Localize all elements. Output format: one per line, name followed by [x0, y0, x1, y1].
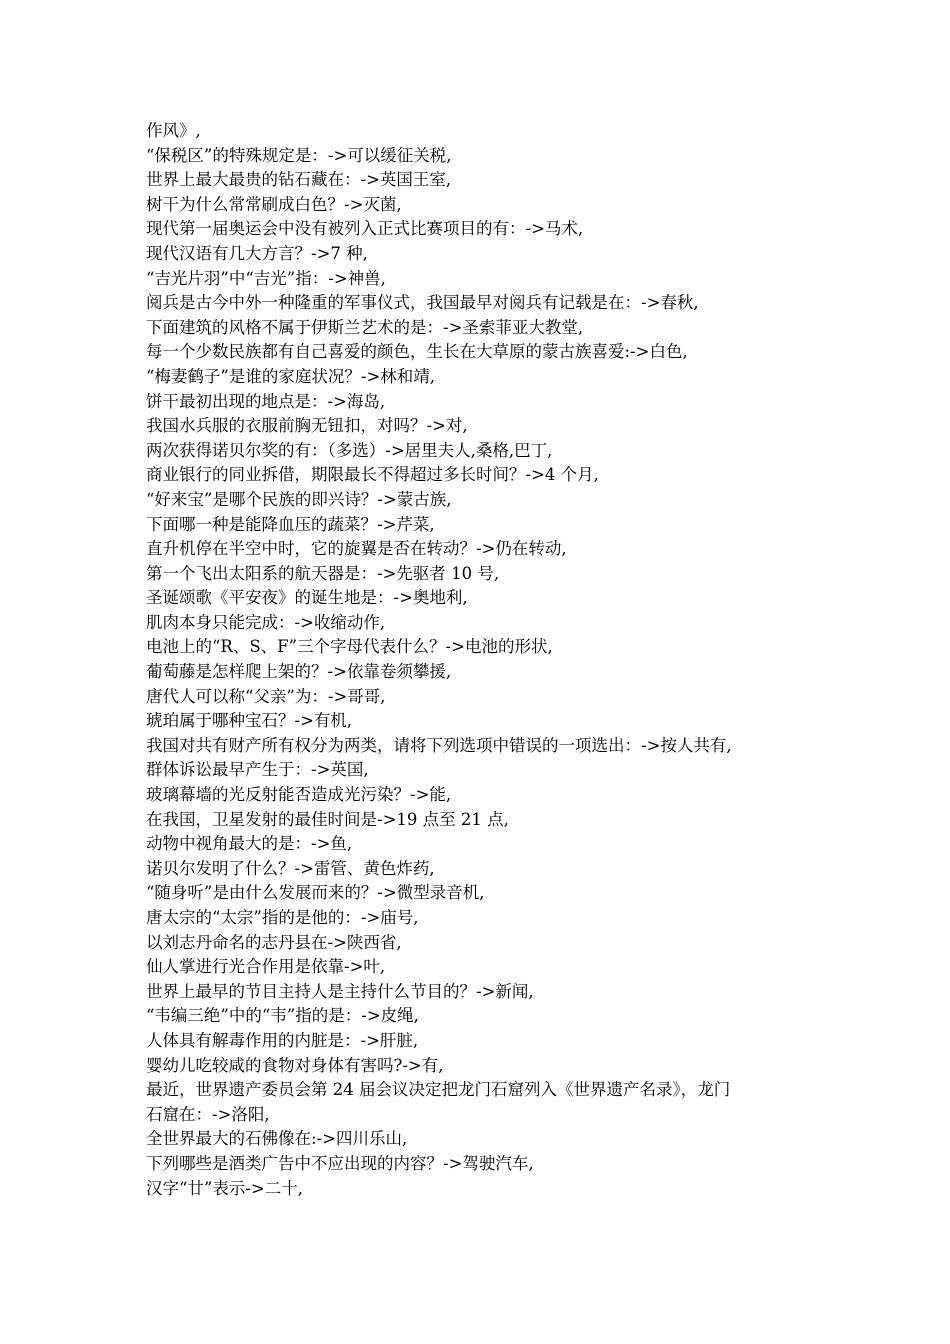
text-line: 树干为什么常常刷成白色？->灭菌, [146, 194, 402, 214]
text-line: 最近，世界遗产委员会第 24 届会议决定把龙门石窟列入《世界遗产名录》，龙门 [146, 1080, 731, 1100]
text-line: 动物中视角最大的是：->鱼, [146, 834, 353, 854]
text-line: “随身听”是由什么发展而来的？->微型录音机, [146, 883, 485, 903]
text-line: 葡萄藤是怎样爬上架的？->依靠卷须攀援, [146, 662, 452, 682]
text-line: 下列哪些是酒类广告中不应出现的内容？->驾驶汽车, [146, 1153, 534, 1173]
text-line: 群体诉讼最早产生于：->英国, [146, 760, 369, 780]
text-line: 第一个飞出太阳系的航天器是：->先驱者 10 号, [146, 563, 500, 583]
text-line: 全世界最大的石佛像在:->四川乐山, [146, 1129, 408, 1149]
text-line: 作风》, [146, 121, 201, 140]
text-line: 每一个少数民族都有自己喜爱的颜色，生长在大草原的蒙古族喜爱:->白色, [146, 342, 688, 362]
text-line: 玻璃幕墙的光反射能否造成光污染？->能, [146, 785, 452, 805]
text-line: 两次获得诺贝尔奖的有：（多选）->居里夫人,桑格,巴丁, [146, 440, 553, 460]
text-line: 琥珀属于哪种宝石？->有机, [146, 711, 353, 731]
text-line: 唐太宗的“太宗”指的是他的：->庙号, [146, 908, 419, 927]
text-line: “吉光片羽”中“吉光”指：->神兽, [146, 268, 386, 288]
text-line: 阅兵是古今中外一种隆重的军事仪式，我国最早对阅兵有记载是在：->春秋, [146, 293, 699, 313]
text-line: 我国水兵服的衣服前胸无钮扣，对吗？->对, [146, 416, 468, 436]
text-line: “好来宝”是哪个民族的即兴诗？->蒙古族, [146, 489, 452, 509]
text-line: 石窟在：->洛阳, [146, 1104, 270, 1124]
text-line: 诺贝尔发明了什么？->雷管、黄色炸药, [146, 858, 435, 878]
text-line: 人体具有解毒作用的内脏是：->肝脏, [146, 1030, 419, 1050]
text-line: 世界上最大最贵的钻石藏在：->英国王室, [146, 170, 452, 190]
text-line: 仙人掌进行光合作用是依靠->叶, [146, 957, 386, 977]
text-line: 下面建筑的风格不属于伊斯兰艺术的是：->圣索菲亚大教堂, [146, 317, 584, 337]
text-line: 下面哪一种是能降血压的蔬菜？->芹菜, [146, 514, 435, 534]
text-line: “梅妻鹤子”是谁的家庭状况？->林和靖, [146, 366, 436, 386]
text-line: 现代第一届奥运会中没有被列入正式比赛项目的有：->马术, [146, 219, 584, 239]
text-line: 圣诞颂歌《平安夜》的诞生地是：->奥地利, [146, 588, 468, 608]
text-line: 现代汉语有几大方言？->7 种, [146, 243, 368, 263]
text-line: 在我国，卫星发射的最佳时间是->19 点至 21 点, [146, 809, 509, 829]
text-line: 唐代人可以称“父亲”为：->哥哥, [146, 686, 386, 706]
text-line: “韦编三绝”中的“韦”指的是：->皮绳, [146, 1006, 419, 1026]
text-line: 电池上的“R、S、F”三个字母代表什么？->电池的形状, [146, 637, 553, 657]
text-line: 商业银行的同业拆借，期限最长不得超过多长时间？->4 个月, [146, 465, 599, 485]
text-line: 世界上最早的节目主持人是主持什么节目的？->新闻, [146, 981, 534, 1001]
text-line: “保税区”的特殊规定是：->可以缓征关税, [146, 145, 452, 165]
text-line: 汉字“廿”表示->二十, [146, 1178, 304, 1198]
document-body [146, 119, 818, 1201]
text-line: 饼干最初出现的地点是：->海岛, [146, 391, 386, 411]
text-line: 婴幼儿吃较咸的食物对身体有害吗?->有, [146, 1055, 444, 1075]
text-line: 肌肉本身只能完成：->收缩动作, [146, 612, 386, 632]
text-line: 以刘志丹命名的志丹县在->陕西省, [146, 932, 402, 952]
text-line: 直升机停在半空中时，它的旋翼是否在转动？->仍在转动, [146, 539, 567, 559]
text-line: 我国对共有财产所有权分为两类，请将下列选项中错误的一项选出：->按人共有, [146, 735, 732, 755]
